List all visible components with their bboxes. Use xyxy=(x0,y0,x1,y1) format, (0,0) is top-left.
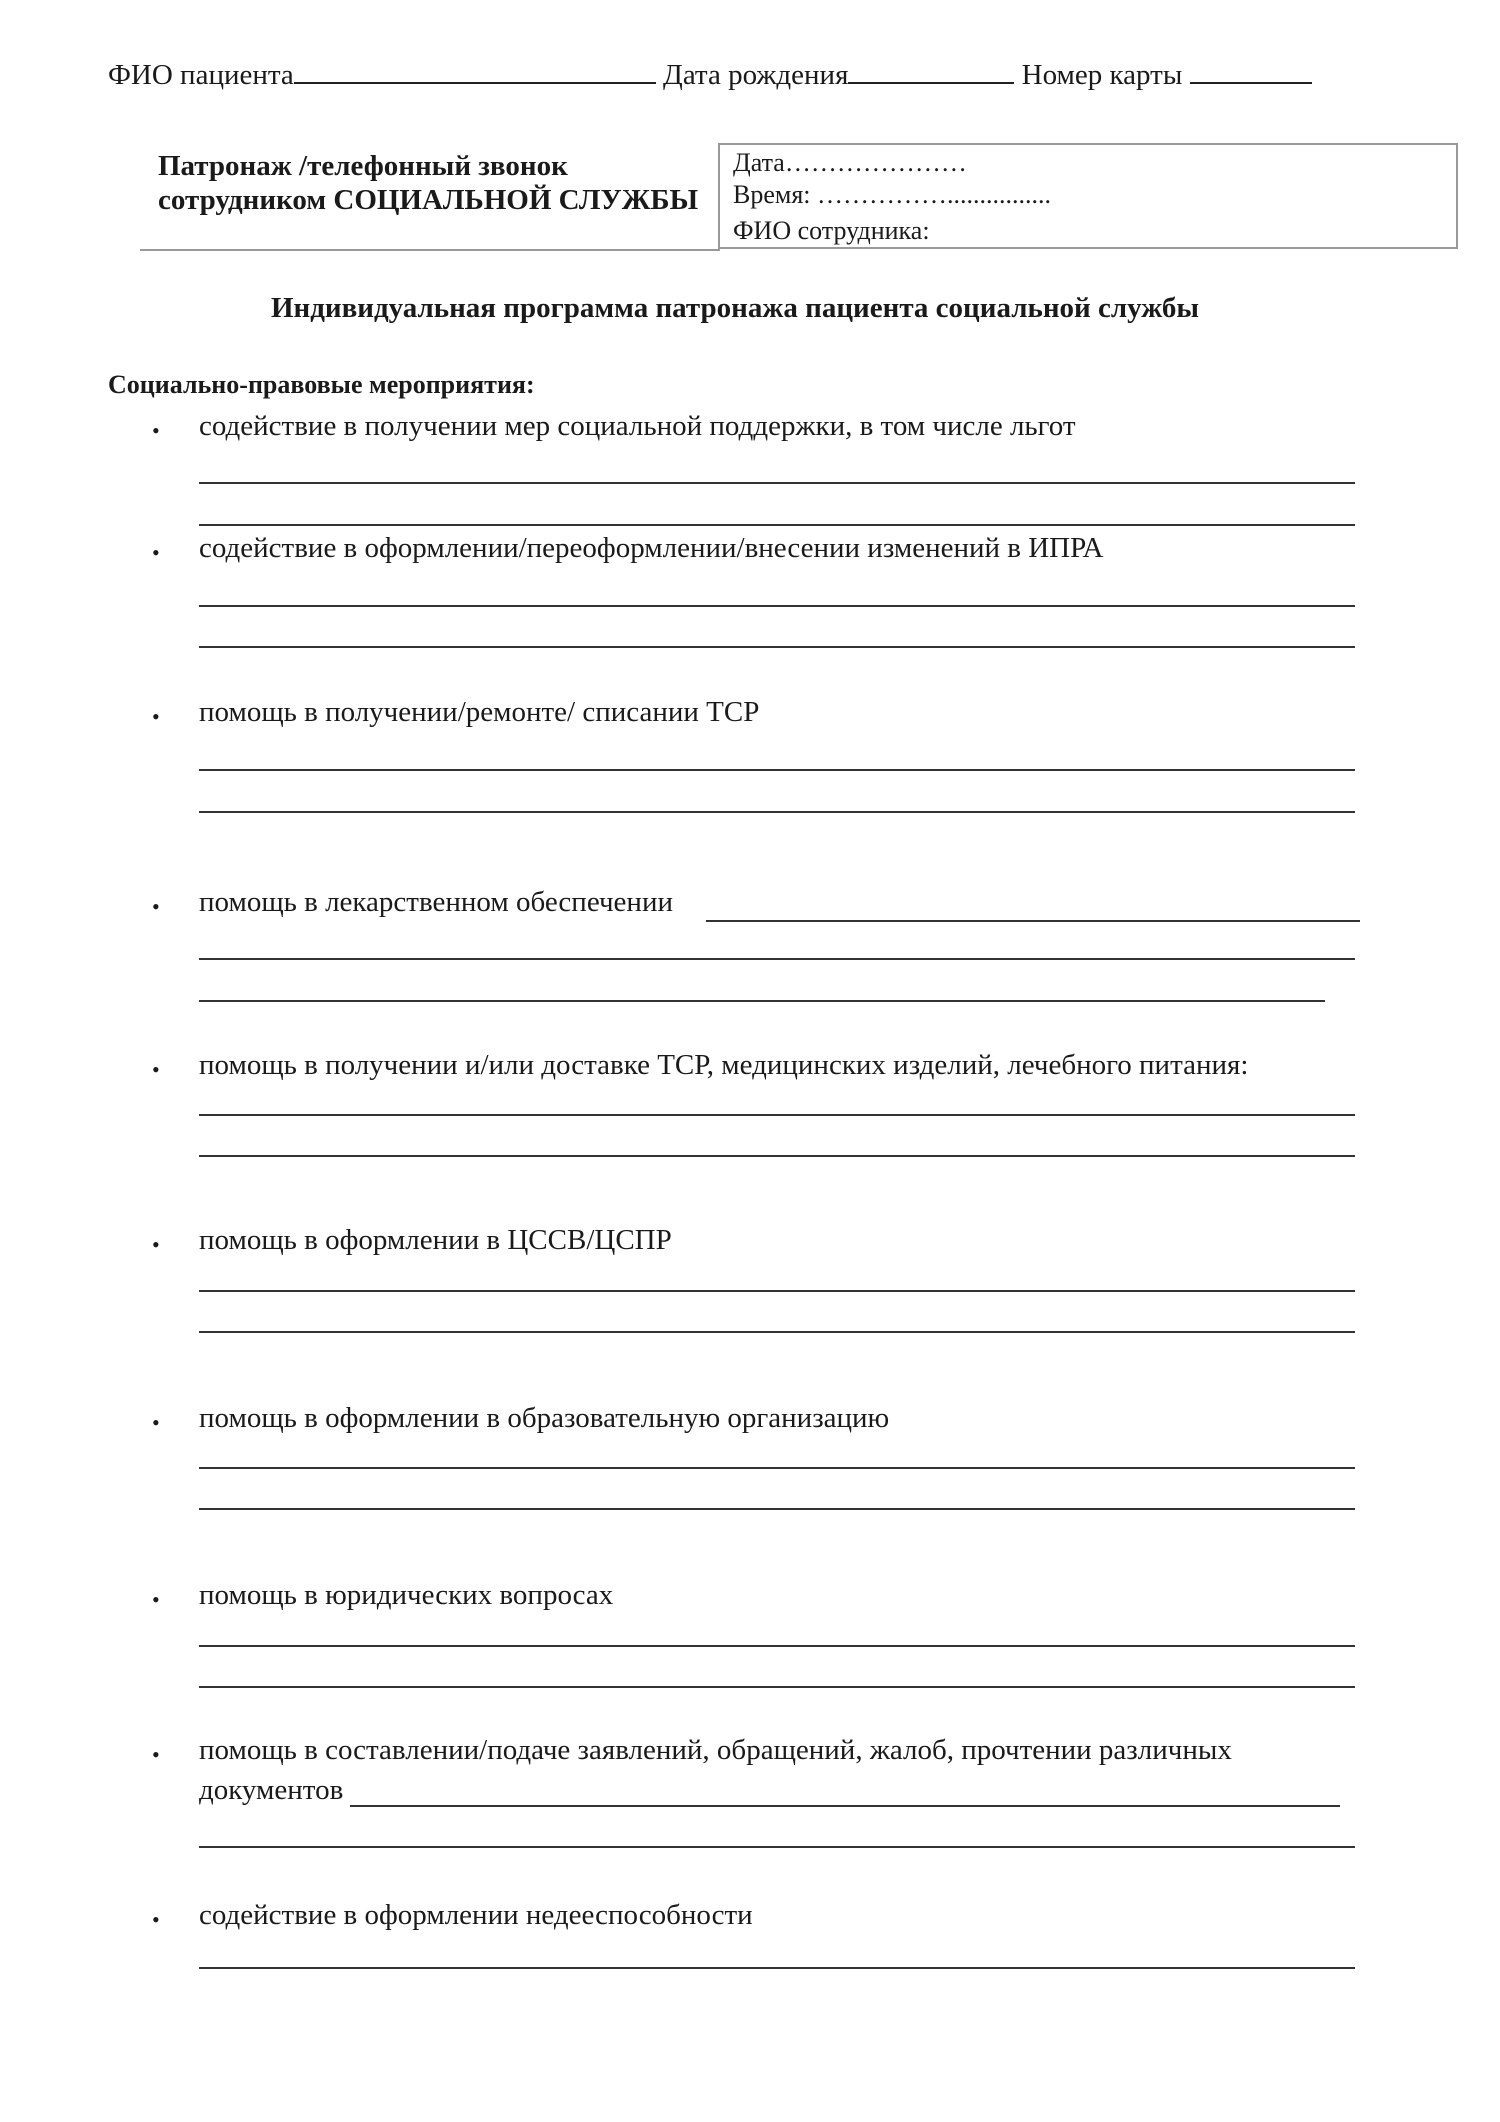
bullet-icon: • xyxy=(152,1232,160,1257)
answer-line[interactable] xyxy=(199,1114,1355,1116)
answer-line[interactable] xyxy=(199,1846,1355,1848)
bullet-icon: • xyxy=(152,1057,160,1082)
answer-line[interactable] xyxy=(706,920,1360,922)
answer-line[interactable] xyxy=(199,1508,1355,1510)
visit-time-field[interactable]: Время: ……………................ xyxy=(733,180,1052,209)
answer-line[interactable] xyxy=(199,1290,1355,1292)
answer-line[interactable] xyxy=(199,646,1355,648)
bullet-icon: • xyxy=(152,540,160,565)
document-title: Индивидуальная программа патронажа пациента социальной службы xyxy=(270,292,1200,324)
answer-line[interactable] xyxy=(199,1331,1355,1333)
bullet-icon: • xyxy=(152,1410,160,1435)
employee-name-field[interactable]: ФИО сотрудника: xyxy=(733,216,930,245)
answer-line[interactable] xyxy=(199,1000,1325,1002)
patient-name-field[interactable] xyxy=(294,52,656,84)
answer-line[interactable] xyxy=(199,524,1355,526)
list-item: содействие в получении мер социальной поддержки, в том числе льгот xyxy=(199,410,1076,442)
answer-line[interactable] xyxy=(199,482,1355,484)
birth-date-label: Дата рождения xyxy=(663,59,849,91)
card-number-field[interactable] xyxy=(1190,52,1312,84)
list-item: помощь в юридических вопросах xyxy=(199,1579,614,1611)
bullet-icon: • xyxy=(152,1742,160,1767)
list-item: помощь в составлении/подаче заявлений, обращений, жалоб, прочтении различных xyxy=(199,1734,1232,1766)
visit-details-cell xyxy=(718,143,1458,249)
visit-type-cell xyxy=(140,143,720,251)
answer-line[interactable] xyxy=(199,605,1355,607)
patient-name-label: ФИО пациента xyxy=(108,59,294,91)
card-number-label: Номер карты xyxy=(1021,59,1183,91)
answer-line[interactable] xyxy=(199,1467,1355,1469)
answer-line[interactable] xyxy=(199,1967,1355,1969)
bullet-icon: • xyxy=(152,418,160,443)
birth-date-field[interactable] xyxy=(848,52,1014,84)
answer-line[interactable] xyxy=(199,958,1355,960)
list-item: помощь в получении и/или доставке ТСР, медицинских изделий, лечебного питания: xyxy=(199,1049,1249,1081)
answer-line[interactable] xyxy=(199,1155,1355,1157)
bullet-icon: • xyxy=(152,894,160,919)
answer-line[interactable] xyxy=(199,811,1355,813)
answer-line[interactable] xyxy=(199,1645,1355,1647)
list-item: помощь в получении/ремонте/ списании ТСР xyxy=(199,696,760,728)
bullet-icon: • xyxy=(152,1907,160,1932)
list-item: содействие в оформлении недееспособности xyxy=(199,1899,753,1931)
bullet-icon: • xyxy=(152,1587,160,1612)
visit-date-field[interactable]: Дата………………… xyxy=(733,148,967,177)
answer-line[interactable] xyxy=(199,1686,1355,1688)
answer-line[interactable] xyxy=(199,769,1355,771)
list-item-continuation: документов xyxy=(199,1774,344,1806)
section-title: Социально-правовые мероприятия: xyxy=(108,370,535,399)
answer-line[interactable] xyxy=(350,1805,1340,1807)
bullet-icon: • xyxy=(152,704,160,729)
list-item: содействие в оформлении/переоформлении/внесении изменений в ИПРА xyxy=(199,532,1104,564)
patient-header-row xyxy=(108,52,1312,92)
list-item: помощь в оформлении в образовательную организацию xyxy=(199,1402,890,1434)
list-item: помощь в оформлении в ЦССВ/ЦСПР xyxy=(199,1224,672,1256)
visit-type-title: Патронаж /телефонный звонок сотрудником СОЦИАЛЬНОЙ СЛУЖБЫ xyxy=(158,150,699,216)
list-item: помощь в лекарственном обеспечении xyxy=(199,886,673,918)
